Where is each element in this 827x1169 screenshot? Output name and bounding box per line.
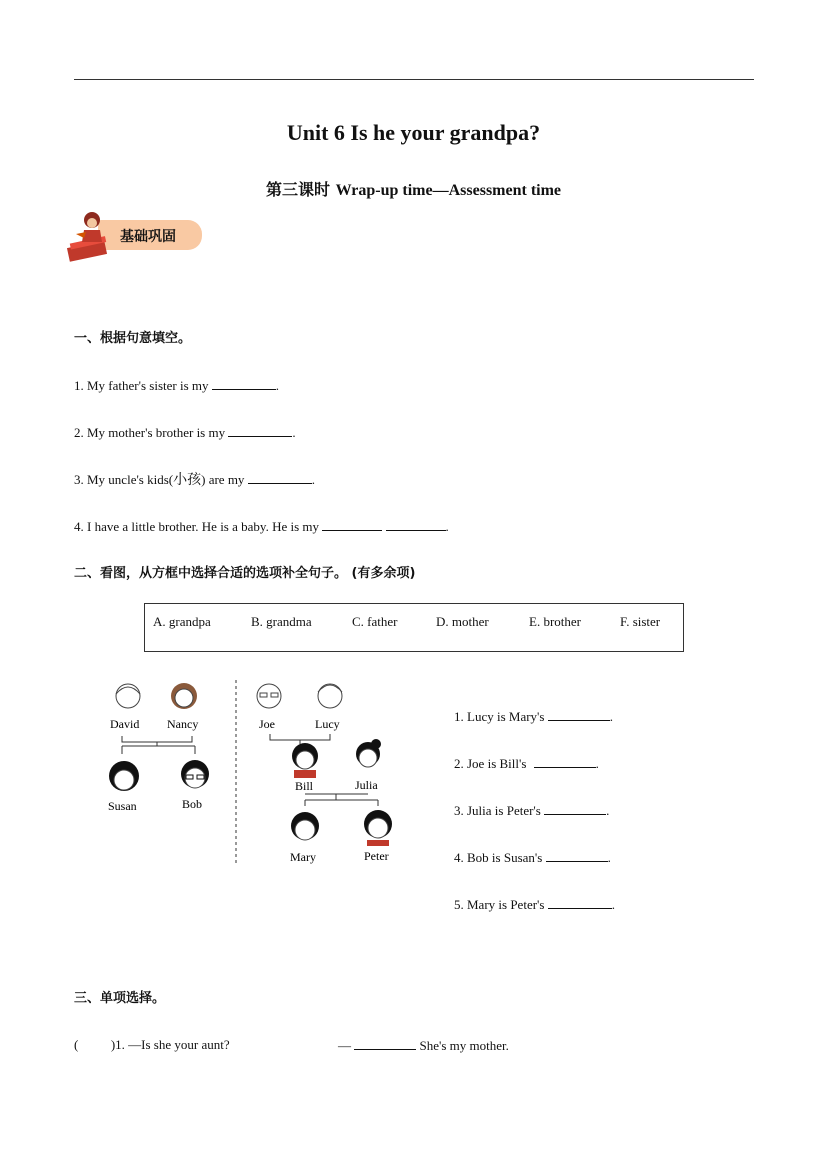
answer-line	[338, 1037, 509, 1054]
answer-text: She's my mother.	[419, 1038, 509, 1053]
question-end: .	[292, 425, 296, 440]
answer-blank[interactable]	[548, 896, 612, 909]
question-text: 3. My uncle's kids(	[74, 472, 174, 487]
question-text: 1. —Is she your aunt?	[115, 1037, 230, 1052]
answer-blank[interactable]	[354, 1037, 416, 1050]
question-end: .	[595, 756, 599, 771]
name-david: David	[110, 717, 140, 731]
option-c: C. father	[352, 614, 398, 629]
question-end: .	[607, 850, 611, 865]
question-end: .	[606, 803, 610, 818]
name-bob: Bob	[182, 797, 203, 811]
section-badge	[62, 208, 207, 266]
part2-question-1	[454, 708, 613, 725]
part1-question-1	[74, 377, 279, 394]
peter-portrait	[364, 810, 392, 846]
grandma-nancy-portrait	[171, 683, 197, 709]
option-a: A. grandpa	[153, 614, 211, 629]
header-rule	[74, 79, 754, 80]
question-text: 1. Lucy is Mary's	[454, 709, 545, 724]
bill-portrait	[292, 743, 318, 778]
question-gloss: 小孩	[173, 472, 202, 488]
question-text: 2. Joe is Bill's	[454, 756, 527, 771]
family-tree-figure	[100, 676, 410, 866]
reader-figure-icon	[62, 208, 122, 266]
question-end: .	[311, 472, 315, 487]
section-1-heading: 一、根据句意填空。	[74, 331, 192, 346]
option-f: F. sister	[620, 614, 661, 629]
grandpa-david-portrait	[116, 684, 140, 708]
question-text: 1. My father's sister is my	[74, 378, 209, 393]
answer-blank[interactable]	[386, 518, 446, 531]
answer-blank[interactable]	[544, 802, 606, 815]
section-2-note: (有多余项)	[351, 566, 416, 581]
question-text: 4. Bob is Susan's	[454, 850, 543, 865]
option-b: B. grandma	[251, 614, 312, 629]
answer-blank[interactable]	[322, 518, 382, 531]
badge-label: 基础巩固	[120, 229, 176, 245]
answer-dash: —	[338, 1038, 351, 1053]
part1-question-3	[74, 469, 315, 489]
section-2-text: 二、看图，从方框中选择合适的选项补全句子。	[74, 566, 348, 581]
subtitle-en: Wrap-up time—Assessment time	[335, 182, 562, 199]
name-lucy: Lucy	[315, 717, 340, 731]
answer-blank[interactable]	[228, 424, 292, 437]
question-text: 4. I have a little brother. He is a baby. He is my	[74, 519, 320, 534]
answer-blank[interactable]	[248, 471, 312, 484]
part2-question-4	[454, 849, 611, 866]
page-title: Unit 6 Is he your grandpa?	[286, 120, 541, 145]
answer-paren[interactable]: ( )	[74, 1037, 116, 1052]
question-end: .	[609, 709, 613, 724]
name-peter: Peter	[364, 849, 389, 863]
subtitle-cn: 第三课时	[265, 180, 330, 199]
susan-portrait	[109, 761, 139, 791]
question-text: 3. Julia is Peter's	[454, 803, 541, 818]
question-text-tail: ) are my	[201, 472, 245, 487]
part1-question-4	[74, 518, 449, 535]
name-nancy: Nancy	[167, 717, 199, 731]
part2-question-3	[454, 802, 609, 819]
part1-question-2	[74, 424, 296, 441]
section-2-heading	[74, 562, 415, 581]
name-julia: Julia	[355, 778, 378, 792]
name-mary: Mary	[290, 850, 316, 864]
option-d: D. mother	[436, 614, 489, 629]
mary-portrait	[291, 812, 319, 840]
answer-blank[interactable]	[546, 849, 608, 862]
bob-portrait	[181, 760, 209, 788]
name-joe: Joe	[259, 717, 275, 731]
answer-blank[interactable]	[548, 708, 610, 721]
julia-portrait	[356, 739, 381, 767]
page-subtitle	[0, 177, 827, 200]
options-box	[144, 603, 684, 652]
section-3-heading: 三、单项选择。	[74, 991, 166, 1006]
part2-question-2	[454, 755, 599, 772]
answer-blank[interactable]	[534, 755, 596, 768]
part2-question-5	[454, 896, 615, 913]
grandma-lucy-portrait	[318, 684, 342, 708]
question-text: 5. Mary is Peter's	[454, 897, 545, 912]
name-bill: Bill	[295, 779, 314, 793]
question-end: .	[275, 378, 279, 393]
question-end: .	[445, 519, 449, 534]
question-text: 2. My mother's brother is my	[74, 425, 226, 440]
answer-blank[interactable]	[212, 377, 276, 390]
name-susan: Susan	[108, 799, 137, 813]
option-e: E. brother	[529, 614, 581, 629]
question-end: .	[611, 897, 615, 912]
grandpa-joe-portrait	[257, 684, 281, 708]
part3-question-1	[74, 1037, 594, 1053]
